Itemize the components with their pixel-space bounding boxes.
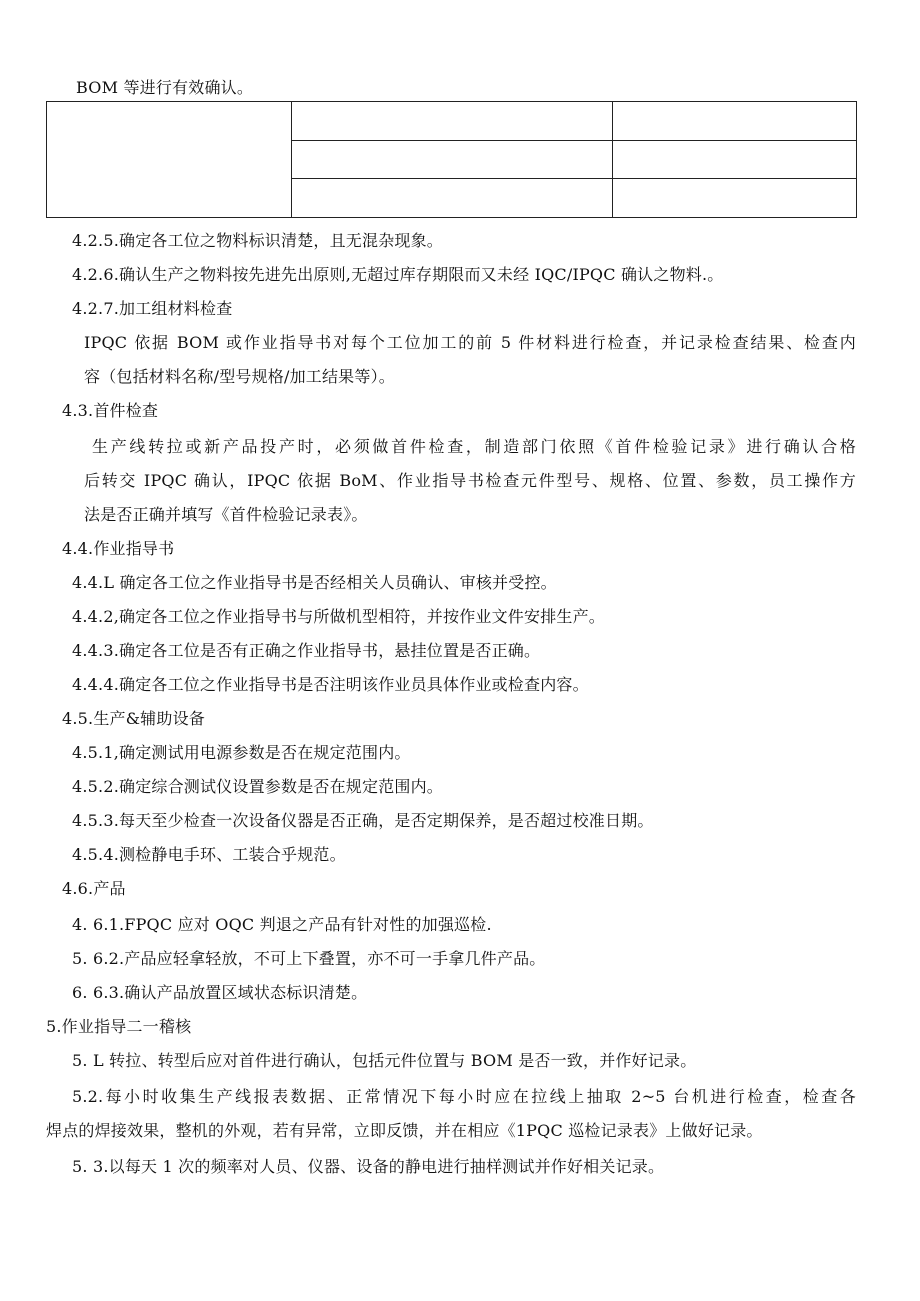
continuation-line: BOM 等进行有效确认。 [76, 78, 254, 97]
clause-4-2-6: 4.2.6.确认生产之物料按先进先出原则,无超过库存期限而又未经 IQC/IPQC 确认之物料.。 [72, 265, 724, 284]
clause-4-6-1: 4. 6.1.FPQC 应对 OQC 判退之产品有针对性的加强巡检. [72, 915, 492, 934]
clause-4-2-7-heading: 4.2.7.加工组材料检查 [72, 299, 233, 318]
clause-4-4-3: 4.4.3.确定各工位是否有正确之作业指导书，悬挂位置是否正确。 [72, 641, 541, 660]
clause-4-2-7-body: IPQC 依据 BOM 或作业指导书对每个工位加工的前 5 件材料进行检查，并记录检查结果、检查内 [84, 333, 856, 352]
blank-table [46, 101, 857, 218]
clause-4-6-3: 6. 6.3.确认产品放置区域状态标识清楚。 [72, 983, 368, 1002]
table-cell [47, 102, 292, 218]
clause-4-4-1: 4.4.L 确定各工位之作业指导书是否经相关人员确认、审核并受控。 [72, 573, 557, 592]
clause-4-5-2: 4.5.2.确定综合测试仪设置参数是否在规定范围内。 [72, 777, 443, 796]
section-4-3-body: 后转交 IPQC 确认，IPQC 依据 BoM、作业指导书检查元件型号、规格、位置、参数，员工操作方 [84, 471, 856, 490]
table-cell [613, 179, 857, 218]
section-4-5-heading: 4.5.生产&辅助设备 [62, 709, 205, 728]
clause-5-1: 5. L 转拉、转型后应对首件进行确认，包括元件位置与 BOM 是否一致，并作好记录。 [72, 1051, 697, 1070]
clause-4-5-3: 4.5.3.每天至少检查一次设备仪器是否正确，是否定期保养，是否超过校准日期。 [72, 811, 654, 830]
clause-4-2-7-body: 容（包括材料名称/型号规格/加工结果等）。 [84, 367, 395, 386]
section-4-4-heading: 4.4.作业指导书 [62, 539, 175, 558]
section-4-3-heading: 4.3.首件检查 [62, 401, 159, 420]
table-cell [613, 140, 857, 179]
table-cell [292, 140, 613, 179]
clause-5-2: 5.2.每小时收集生产线报表数据、正常情况下每小时应在拉线上抽取 2~5 台机进行检查，检查各 [72, 1087, 856, 1106]
section-5-heading: 5.作业指导二一稽核 [46, 1017, 192, 1036]
clause-4-5-4: 4.5.4.测检静电手环、工装合乎规范。 [72, 845, 346, 864]
clause-4-2-5: 4.2.5.确定各工位之物料标识清楚，且无混杂现象。 [72, 231, 443, 250]
section-4-3-body: 法是否正确并填写《首件检验记录表》。 [84, 505, 368, 524]
clause-4-5-1: 4.5.1,确定测试用电源参数是否在规定范围内。 [72, 743, 411, 762]
clause-4-6-2: 5. 6.2.产品应轻拿轻放，不可上下叠置，亦不可一手拿几件产品。 [72, 949, 546, 968]
table-cell [292, 179, 613, 218]
section-4-6-heading: 4.6.产品 [62, 879, 126, 898]
clause-5-2: 焊点的焊接效果，整机的外观，若有异常，立即反馈，并在相应《1PQC 巡检记录表》上做好记录。 [46, 1121, 763, 1140]
clause-4-4-2: 4.4.2,确定各工位之作业指导书与所做机型相符，并按作业文件安排生产。 [72, 607, 605, 626]
table-cell [292, 102, 613, 141]
section-4-3-body: 生产线转拉或新产品投产时，必须做首件检查，制造部门依照《首件检验记录》进行确认合格 [92, 437, 856, 456]
clause-4-4-4: 4.4.4.确定各工位之作业指导书是否注明该作业员具体作业或检查内容。 [72, 675, 589, 694]
table-cell [613, 102, 857, 141]
clause-5-3: 5. 3.以每天 1 次的频率对人员、仪器、设备的静电进行抽样测试并作好相关记录。 [72, 1157, 665, 1176]
